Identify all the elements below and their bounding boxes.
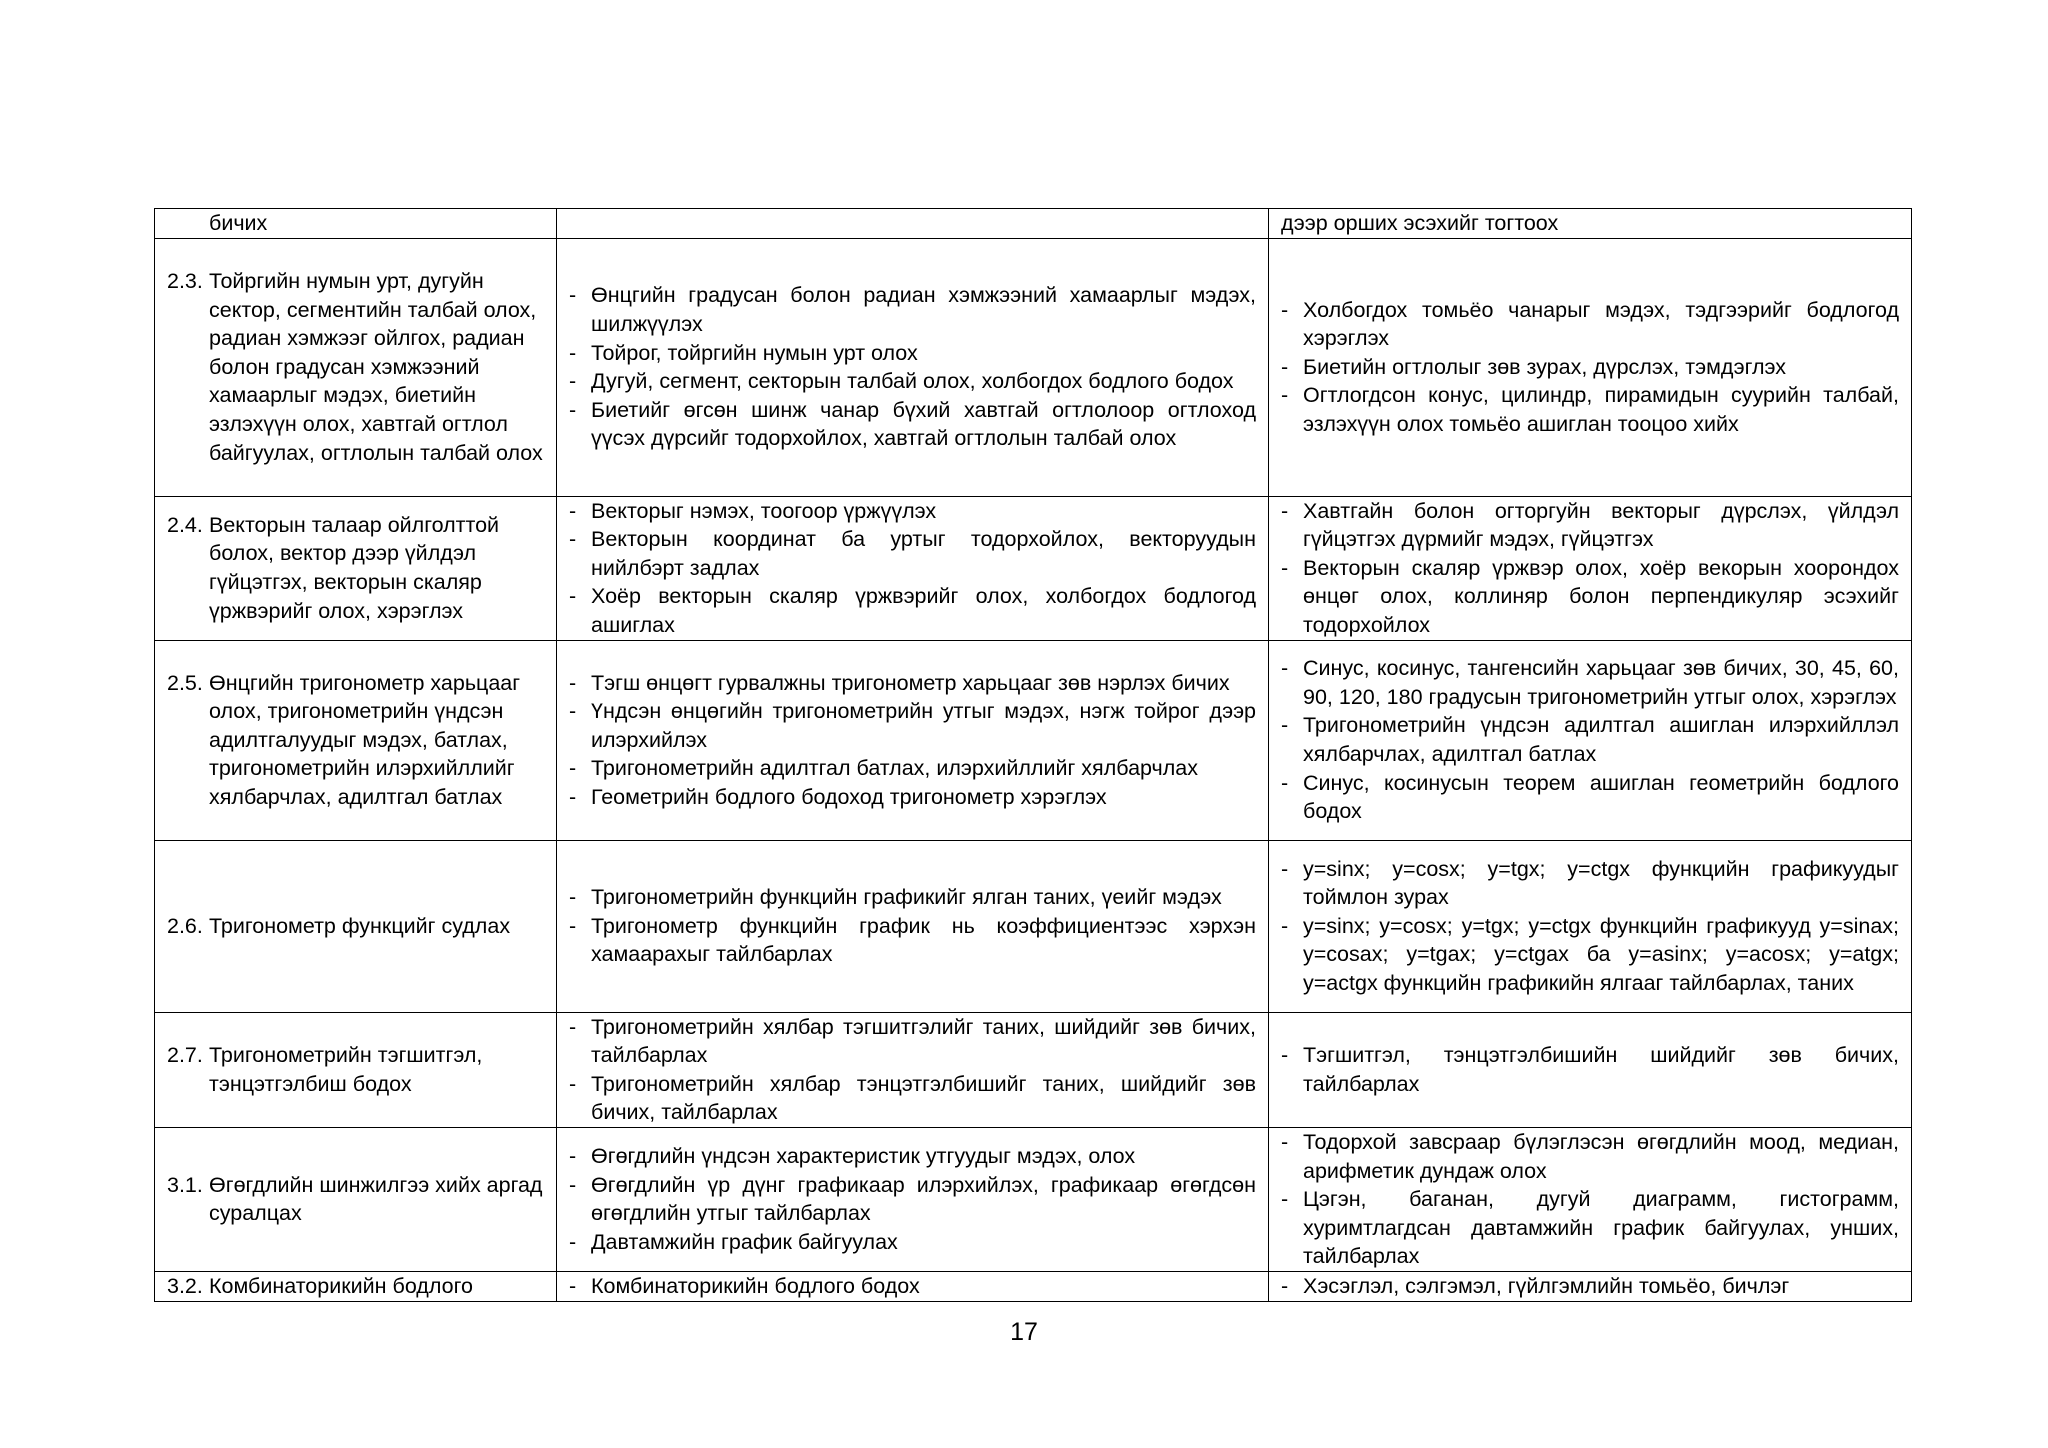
list-item: - Тригонометрийн хялбар тэнцэтгэлбишийг таних, шийдийг зөв бичих, тайлбарлах [569,1070,1256,1127]
objective-number: 3.2. [167,1273,203,1298]
table-row [155,209,1912,239]
objective-text: Комбинаторикийн бодлого [209,1273,473,1298]
list-item: - Биетийн огтлолыг зөв зурах, дүрслэх, тэмдэглэх [1281,353,1899,382]
table-row [155,1127,1912,1271]
table-row [155,840,1912,1012]
outcome-cell [1269,840,1912,1012]
table-row [155,1012,1912,1127]
table-row [155,496,1912,640]
list-item: - Тригонометрийн үндсэн адилтгал ашиглан илэрхийллэл хялбарчлах, адилтгал батлах [1281,711,1899,768]
objective-number: 2.5. [167,670,203,695]
list-item: - Давтамжийн график байгуулах [569,1228,1256,1257]
content-cell [557,640,1269,840]
objective-cell [155,1012,557,1127]
objective-text: Тригонометр функцийг судлах [209,913,511,938]
table-row [155,640,1912,840]
list-item: - Хавтгайн болон огторгуйн векторыг дүрслэх, үйлдэл гүйцэтгэх дүрмийг мэдэх, гүйцэтгэх [1281,497,1899,554]
list-item: - Векторын координат ба уртыг тодорхойлох, векторуудын нийлбэрт задлах [569,525,1256,582]
list-item: - Синус, косинус, тангенсийн харьцааг зөв бичих, 30, 45, 60, 90, 120, 180 градусын тригонометрийн утгыг олох, хэрэглэх [1281,654,1899,711]
objective-number: 2.7. [167,1043,203,1068]
objective-text: Векторын талаар ойлголттой болох, вектор дээр үйлдэл гүйцэтгэх, векторын скаляр үржвэрийг олох, хэрэглэх [209,512,500,623]
outcome-cell [1269,238,1912,496]
outcome-text: дээр орших эсэхийг тогтоох [1281,211,1559,235]
objective-text: Өгөгдлийн шинжилгээ хийх аргад суралцах [209,1172,543,1226]
list-item: - Геометрийн бодлого бодоход тригонометр хэрэглэх [569,783,1256,812]
list-item: - Биетийг өгсөн шинж чанар бүхий хавтгай огтлолоор огтлоход үүсэх дүрсийг тодорхойлох, хавтгай огтлолын талбай олох [569,396,1256,453]
outcome-cell [1269,496,1912,640]
table-row [155,1271,1912,1301]
objective-cell [155,238,557,496]
list-item: - Өгөгдлийн үр дүнг графикаар илэрхийлэх, графикаар өгөгдсөн өгөгдлийн утгыг тайлбарлах [569,1171,1256,1228]
outcome-cell [1269,1012,1912,1127]
list-item: - Синус, косинусын теорем ашиглан геометрийн бодлого бодох [1281,769,1899,826]
objective-cell [155,840,557,1012]
objective-cell [155,209,557,239]
objective-number: 2.6. [167,913,203,938]
list-item: - Хоёр векторын скаляр үржвэрийг олох, холбогдох бодлогод ашиглах [569,582,1256,639]
content-cell [557,840,1269,1012]
outcome-cell [1269,1271,1912,1301]
objective-cell [155,1271,557,1301]
list-item: - Өгөгдлийн үндсэн характеристик утгуудыг мэдэх, олох [569,1142,1256,1171]
list-item: - Цэгэн, баганан, дугуй диаграмм, гистограмм, хуримтлагдсан давтамжийн график байгуулах, унших, тайлбарлах [1281,1185,1899,1271]
content-cell [557,209,1269,239]
list-item: - Тодорхой завсраар бүлэглэсэн өгөгдлийн моод, медиан, арифметик дундаж олох [1281,1128,1899,1185]
list-item: - y=sinx; y=cosx; y=tgx; y=ctgx функцийн графикуудыг тоймлон зурах [1281,855,1899,912]
list-item: - Огтлогдсон конус, цилиндр, пирамидын суурийн талбай, эзлэхүүн олох томьёо ашиглан тооцоо хийх [1281,381,1899,438]
list-item: - Хэсэглэл, сэлгэмэл, гүйлгэмлийн томьёо, бичлэг [1281,1272,1899,1301]
list-item: - y=sinx; y=cosx; y=tgx; y=ctgx функцийн графикууд y=sinax; y=cosax; y=tgax; y=ctgax ба y=asinx; y=acosx; y=atgx; y=actgx функцийн графикийн ялгааг тайлбарлах, таних [1281,912,1899,998]
list-item: - Векторын скаляр үржвэр олох, хоёр векорын хоорондох өнцөг олох, коллиняр болон перпендикуляр эсэхийг тодорхойлох [1281,554,1899,640]
list-item: - Комбинаторикийн бодлого бодох [569,1272,1256,1301]
outcome-cell [1269,209,1912,239]
objective-text: бичих [209,211,268,235]
objective-number: 2.3. [167,269,203,294]
objective-text: Өнцгийн тригонометр харьцааг олох, тригонометрийн үндсэн адилтгалуудыг мэдэх, батлах, тригонометрийн илэрхийллийг хялбарчлах, адилтгал батлах [209,670,521,809]
outcome-cell [1269,640,1912,840]
curriculum-table [154,208,1912,1302]
list-item: - Векторыг нэмэх, тоогоор үржүүлэх [569,497,1256,526]
list-item: - Тригонометрийн функцийн графикийг ялган таних, үеийг мэдэх [569,883,1256,912]
objective-number: 2.4. [167,512,203,537]
content-cell [557,1012,1269,1127]
objective-text: Тойргийн нумын урт, дугуйн сектор, сегментийн талбай олох, радиан хэмжээг ойлгох, радиан болон градусан хэмжээний хамаарлыг мэдэх, биетийн эзлэхүүн олох, хавтгай огтлол байгуулах, огтлолын талбай олох [209,269,543,465]
page-number: 17 [1010,1318,1038,1346]
list-item: - Холбогдох томьёо чанарыг мэдэх, тэдгээрийг бодлогод хэрэглэх [1281,296,1899,353]
list-item: - Тригонометрийн хялбар тэгшитгэлийг таних, шийдийг зөв бичих, тайлбарлах [569,1013,1256,1070]
objective-cell [155,496,557,640]
list-item: - Тэгшитгэл, тэнцэтгэлбишийн шийдийг зөв бичих, тайлбарлах [1281,1041,1899,1098]
table-row [155,238,1912,496]
list-item: - Тригонометр функцийн график нь коэффициентээс хэрхэн хамаарахыг тайлбарлах [569,912,1256,969]
list-item: - Дугуй, сегмент, секторын талбай олох, холбогдох бодлого бодох [569,367,1256,396]
outcome-cell [1269,1127,1912,1271]
objective-cell [155,1127,557,1271]
objective-cell [155,640,557,840]
content-cell [557,496,1269,640]
list-item: - Тэгш өнцөгт гурвалжны тригонометр харьцааг зөв нэрлэх бичих [569,669,1256,698]
list-item: - Үндсэн өнцөгийн тригонометрийн утгыг мэдэх, нэгж тойрог дээр илэрхийлэх [569,697,1256,754]
list-item: - Тригонометрийн адилтгал батлах, илэрхийллийг хялбарчлах [569,754,1256,783]
objective-number: 3.1. [167,1172,203,1197]
content-cell [557,238,1269,496]
list-item: - Өнцгийн градусан болон радиан хэмжээний хамаарлыг мэдэх, шилжүүлэх [569,281,1256,338]
objective-text: Тригонометрийн тэгшитгэл, тэнцэтгэлбиш бодох [209,1043,483,1096]
content-cell [557,1271,1269,1301]
objective-number [167,209,209,238]
list-item: - Тойрог, тойргийн нумын урт олох [569,339,1256,368]
content-cell [557,1127,1269,1271]
